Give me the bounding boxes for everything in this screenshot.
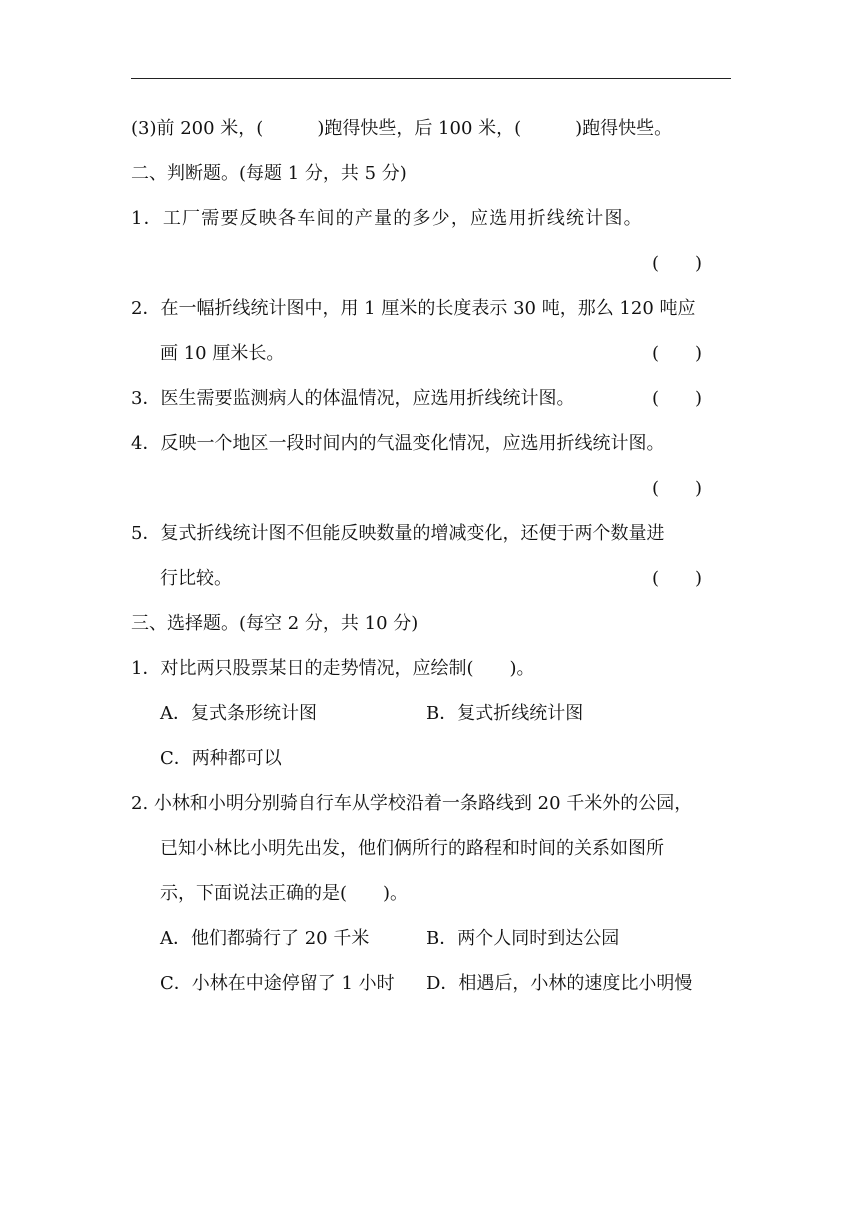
judge-q4-answer[interactable]: ( ) xyxy=(652,478,703,499)
choice-q1-option-a[interactable]: A．复式条形统计图 xyxy=(160,703,317,724)
top-rule xyxy=(131,78,731,79)
judge-q2-line1: 2．在一幅折线统计图中，用 1 厘米的长度表示 30 吨，那么 120 吨应 xyxy=(131,298,696,319)
question-3-speed: (3)前 200 米，( )跑得快些，后 100 米，( )跑得快些。 xyxy=(131,118,673,139)
choice-q2-option-a[interactable]: A．他们都骑行了 20 千米 xyxy=(160,928,370,949)
choice-q2-option-c[interactable]: C．小林在中途停留了 1 小时 xyxy=(160,973,395,994)
choice-q2-option-b[interactable]: B．两个人同时到达公园 xyxy=(426,928,620,949)
judge-q4: 4．反映一个地区一段时间内的气温变化情况，应选用折线统计图。 xyxy=(131,433,665,454)
choice-q1-option-b[interactable]: B．复式折线统计图 xyxy=(426,703,584,724)
judge-q3-answer[interactable]: ( ) xyxy=(652,388,703,409)
judge-q3: 3．医生需要监测病人的体温情况，应选用折线统计图。 xyxy=(131,388,575,409)
choice-q1: 1．对比两只股票某日的走势情况，应绘制( )。 xyxy=(131,658,535,679)
judge-q1: 1．工厂需要反映各车间的产量的多少，应选用折线统计图。 xyxy=(131,208,643,229)
choice-q2-line3: 示，下面说法正确的是( )。 xyxy=(160,883,409,904)
judge-q1-answer[interactable]: ( ) xyxy=(652,253,703,274)
choice-q1-option-c[interactable]: C．两种都可以 xyxy=(160,748,282,769)
judge-q5-answer[interactable]: ( ) xyxy=(652,568,703,589)
judge-q2-answer[interactable]: ( ) xyxy=(652,343,703,364)
choice-q2-option-d[interactable]: D．相遇后，小林的速度比小明慢 xyxy=(426,973,693,994)
section-3-heading: 三、选择题。(每空 2 分，共 10 分) xyxy=(131,613,419,634)
judge-q2-line2: 画 10 厘米长。 xyxy=(160,343,285,364)
judge-q5-line2: 行比较。 xyxy=(160,568,232,589)
choice-q2-line1: 2. 小林和小明分别骑自行车从学校沿着一条路线到 20 千米外的公园， xyxy=(131,793,693,814)
choice-q2-line2: 已知小林比小明先出发，他们俩所行的路程和时间的关系如图所 xyxy=(160,838,664,859)
section-2-heading: 二、判断题。(每题 1 分，共 5 分) xyxy=(131,163,407,184)
judge-q5-line1: 5．复式折线统计图不但能反映数量的增减变化，还便于两个数量进 xyxy=(131,523,665,544)
